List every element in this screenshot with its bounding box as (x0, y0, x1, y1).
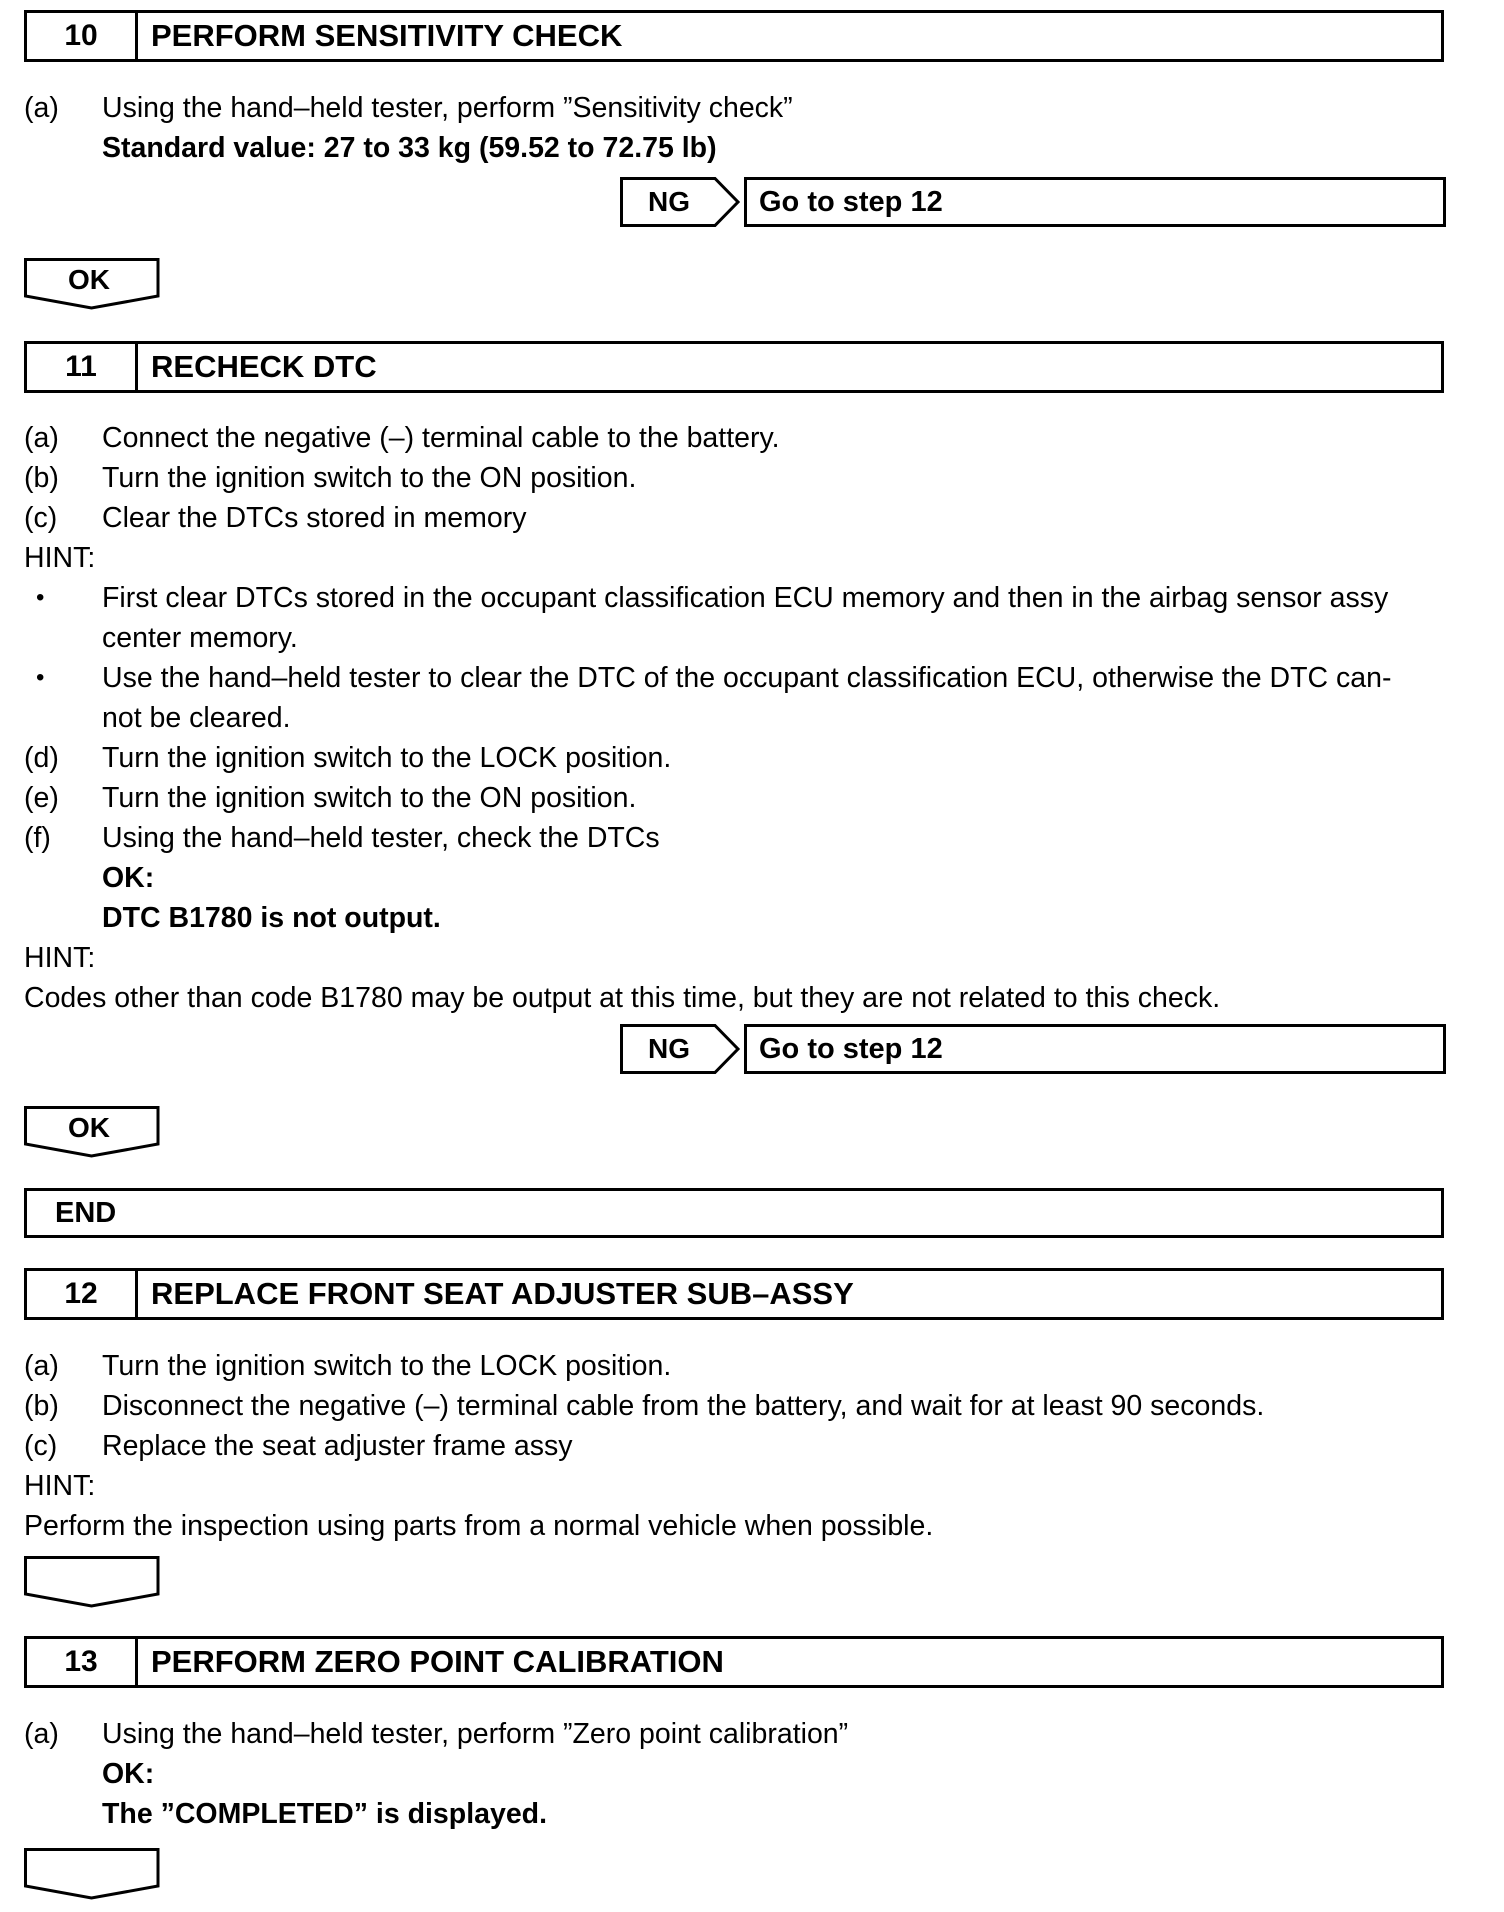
step-13-ok-text: The ”COMPLETED” is displayed. (102, 1798, 547, 1830)
step-10-title: PERFORM SENSITIVITY CHECK (151, 18, 623, 53)
step-11-item-c-text: Clear the DTCs stored in memory (102, 502, 527, 534)
step-13-header (24, 1636, 1444, 1688)
step-11-item-f-label: (f) (24, 822, 51, 854)
step-11-goto-box (744, 1024, 1446, 1074)
step-12-item-a-label: (a) (24, 1350, 59, 1382)
step-11-item-e-label: (e) (24, 782, 59, 814)
step-12-item-c-label: (c) (24, 1430, 58, 1462)
step-13-continue-arrow (24, 1848, 160, 1900)
step-12-number: 12 (27, 1271, 138, 1317)
end-label: END (55, 1197, 117, 1229)
step-11-item-d-label: (d) (24, 742, 59, 774)
step-12-title: REPLACE FRONT SEAT ADJUSTER SUB–ASSY (151, 1276, 854, 1311)
step-11-item-b-text: Turn the ignition switch to the ON position. (102, 462, 637, 494)
step-11-hint-2-label: HINT: (24, 942, 96, 974)
step-10-goto-box (744, 177, 1446, 227)
step-12-item-c-text: Replace the seat adjuster frame assy (102, 1430, 573, 1462)
step-12-header (24, 1268, 1444, 1320)
step-11-hint-2-text: Codes other than code B1780 may be output at this time, but they are not related to this check. (24, 982, 1221, 1014)
step-11-header (24, 341, 1444, 393)
step-11-item-a-text: Connect the negative (–) terminal cable to the battery. (102, 422, 780, 454)
step-10-goto-text: Go to step 12 (759, 186, 943, 218)
step-11-ng-label: NG (648, 1033, 690, 1064)
step-13-title: PERFORM ZERO POINT CALIBRATION (151, 1644, 724, 1679)
step-11-item-e-text: Turn the ignition switch to the ON position. (102, 782, 637, 814)
step-11-goto-text: Go to step 12 (759, 1033, 943, 1065)
step-10-number: 10 (27, 13, 138, 59)
step-10-standard-value: Standard value: 27 to 33 kg (59.52 to 72.75 lb) (102, 132, 717, 164)
step-11-item-f-text: Using the hand–held tester, check the DTCs (102, 822, 660, 854)
step-12-hint-label: HINT: (24, 1470, 96, 1502)
step-11-bullet-2-line-2: not be cleared. (102, 702, 291, 734)
step-10-header (24, 10, 1444, 62)
step-12-item-b-text: Disconnect the negative (–) terminal cable from the battery, and wait for at least 90 seconds. (102, 1390, 1265, 1422)
step-11-ng-arrow (620, 1024, 740, 1074)
step-10-ng-arrow (620, 177, 740, 227)
step-13-item-a-text: Using the hand–held tester, perform ”Zero point calibration” (102, 1718, 849, 1750)
step-11-ok-text: DTC B1780 is not output. (102, 902, 441, 934)
step-11-hint-1-label: HINT: (24, 542, 96, 574)
step-11-title: RECHECK DTC (151, 349, 377, 384)
step-12-hint-text: Perform the inspection using parts from a normal vehicle when possible. (24, 1510, 934, 1542)
bullet-icon: • (36, 584, 45, 611)
step-10-ok-label: OK (68, 264, 110, 295)
step-13-number: 13 (27, 1639, 138, 1685)
step-11-number: 11 (27, 344, 138, 390)
step-10-item-a-text: Using the hand–held tester, perform ”Sensitivity check” (102, 92, 793, 124)
step-11-item-c-label: (c) (24, 502, 58, 534)
step-11-ok-arrow (24, 1106, 160, 1158)
bullet-icon: • (36, 664, 45, 691)
step-11-ok-label: OK (68, 1112, 110, 1143)
step-13-ok-heading: OK: (102, 1758, 155, 1790)
end-box (24, 1188, 1444, 1238)
step-11-item-d-text: Turn the ignition switch to the LOCK position. (102, 742, 672, 774)
step-10-ok-arrow (24, 258, 160, 310)
step-12-item-b-label: (b) (24, 1390, 59, 1422)
step-11-item-b-label: (b) (24, 462, 59, 494)
step-10-item-a-label: (a) (24, 92, 59, 124)
step-11-bullet-1-line-2: center memory. (102, 622, 298, 654)
step-11-bullet-2-line-1: Use the hand–held tester to clear the DTC of the occupant classification ECU, otherwise the DTC can- (102, 662, 1392, 694)
step-11-item-a-label: (a) (24, 422, 59, 454)
step-10-ng-label: NG (648, 186, 690, 217)
step-11-bullet-1-line-1: First clear DTCs stored in the occupant classification ECU memory and then in the airbag sensor assy (102, 582, 1389, 614)
step-12-item-a-text: Turn the ignition switch to the LOCK position. (102, 1350, 672, 1382)
step-12-continue-arrow (24, 1556, 160, 1608)
step-11-ok-heading: OK: (102, 862, 155, 894)
step-13-item-a-label: (a) (24, 1718, 59, 1750)
